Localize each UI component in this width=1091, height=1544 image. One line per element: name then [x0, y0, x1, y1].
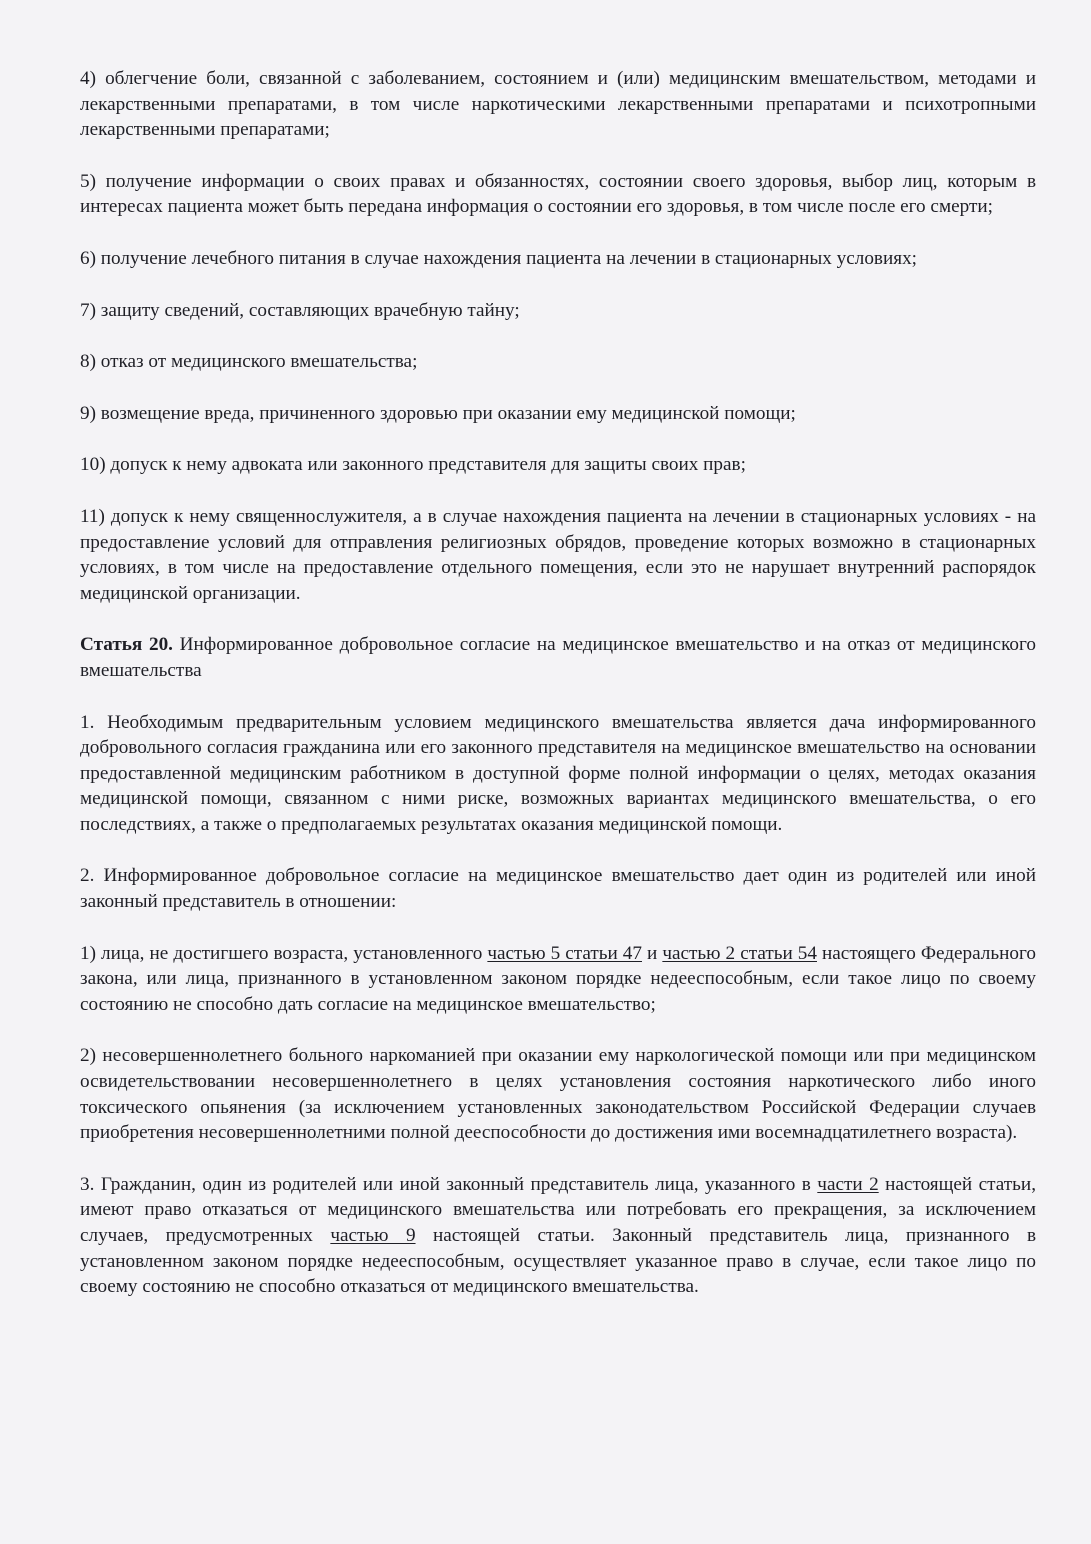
subitem-1 — [80, 941, 1036, 1018]
document-body — [80, 66, 1036, 1326]
subitem-1-text: настоящего Федерального закона, или лица, признанного в установленном законом порядке недееспособным, если такое лицо по своему состоянию не способно дать согласие на медицинское вмешательство; — [80, 942, 1036, 1015]
subitem-1-text: и — [642, 942, 663, 964]
link-part9[interactable]: частью 9 — [330, 1225, 416, 1246]
link-part2-article54[interactable]: частью 2 статьи 54 — [662, 942, 817, 964]
article-title: Информированное добровольное согласие на медицинское вмешательство и на отказ от медицинского вмешательства — [80, 634, 1036, 681]
link-part2[interactable]: части 2 — [817, 1173, 879, 1195]
list-item-5: 5) получение информации о своих правах и обязанностях, состоянии своего здоровья, выбор лиц, которым в интересах пациента может быть передана информация о состоянии его здоровья, в том числе после его смерти; — [80, 170, 1036, 218]
paragraph-3-text: 3. Гражданин, один из родителей или иной законный представитель лица, указанного в — [80, 1173, 818, 1195]
subitem-1-text: 1) лица, не достигшего возраста, установленного — [80, 942, 488, 964]
list-item-9: 9) возмещение вреда, причиненного здоровью при оказании ему медицинской помощи; — [80, 402, 796, 424]
list-item-7: 7) защиту сведений, составляющих врачебную тайну; — [80, 299, 520, 321]
list-item-6: 6) получение лечебного питания в случае нахождения пациента на лечении в стационарных условиях; — [80, 247, 917, 269]
article-heading — [80, 632, 1036, 683]
paragraph-1: 1. Необходимым предварительным условием медицинского вмешательства является дача информированного добровольного согласия гражданина или его законного представителя на медицинское вмешательство на основании предоставленной медицинским работником в доступной форме полной информации о целях, методах оказания медицинской помощи, связанном с ними риске, возможных вариантах медицинского вмешательства, о его последствиях, а также о предполагаемых результатах оказания медицинской помощи. — [80, 711, 1036, 835]
paragraph-3-text: настоящей статьи, имеют право отказаться от медицинского вмешательства или потребовать его прекращения, за исключением случаев, предусмотренных — [80, 1173, 1037, 1246]
list-item-10: 10) допуск к нему адвоката или законного представителя для защиты своих прав; — [80, 454, 746, 476]
subitem-2: 2) несовершеннолетнего больного наркоманией при оказании ему наркологической помощи или при медицинском освидетельствовании несовершеннолетнего в целях установления состояния наркотического либо иного токсического опьянения (за исключением установленных законодательством Российской Федерации случаев приобретения несовершеннолетними полной дееспособности до достижения ими восемнадцатилетнего возраста). — [80, 1045, 1036, 1144]
list-item-11: 11) допуск к нему священнослужителя, а в случае нахождения пациента на лечении в стационарных условиях - на предоставление условий для отправления религиозных обрядов, проведение которых возможно в стационарных условиях, в том числе на предоставление отдельного помещения, если это не нарушает внутренний распорядок медицинской организации. — [80, 505, 1036, 604]
paragraph-2: 2. Информированное добровольное согласие на медицинское вмешательство дает один из родителей или иной законный представитель в отношении: — [80, 865, 1036, 913]
list-item-4: 4) облегчение боли, связанной с заболеванием, состоянием и (или) медицинским вмешательством, методами и лекарственными препаратами, в том числе наркотическими лекарственными препаратами и психотропными лекарственными препаратами; — [80, 68, 1036, 141]
link-part5-article47[interactable]: частью 5 статьи 47 — [487, 942, 642, 964]
article-label: Статья 20. — [80, 634, 173, 656]
paragraph-3 — [80, 1172, 1036, 1300]
paragraph-3-text: настоящей статьи. Законный представитель лица, признанного в установленном законом порядке недееспособным, осуществляет указанное право в случае, если такое лицо по своему состоянию не способно отказаться от медицинского вмешательства. — [80, 1225, 1037, 1298]
list-item-8: 8) отказ от медицинского вмешательства; — [80, 351, 418, 373]
